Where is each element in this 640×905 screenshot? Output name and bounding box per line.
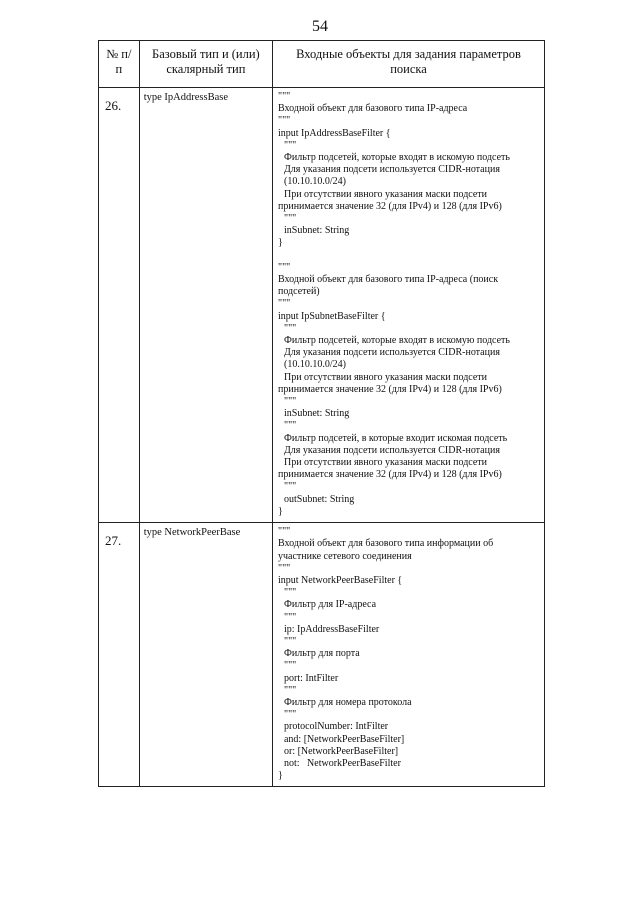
code-line: """	[283, 611, 297, 623]
code-line: """	[283, 396, 297, 408]
code-line: """	[283, 587, 297, 599]
header-num: № п/п	[99, 41, 140, 88]
code-line: """	[277, 526, 291, 538]
code-line: Входной объект для базового типа IP-адреса	[277, 103, 468, 115]
search-parameters-table	[98, 40, 545, 787]
code-line: """	[277, 91, 291, 102]
code-line: участнике сетевого соединения	[277, 550, 412, 562]
code-line: inSubnet: String	[283, 408, 350, 420]
code-line: """	[277, 562, 291, 574]
code-line: or: [NetworkPeerBaseFilter]	[283, 745, 399, 757]
code-line: Для указания подсети используется CIDR-нотация	[283, 164, 500, 176]
row-base-type: type NetworkPeerBase	[139, 523, 272, 787]
header-type: Базовый тип и (или) скалярный тип	[139, 41, 272, 88]
code-line: принимается значение 32 (для IPv4) и 128 (для IPv6)	[277, 200, 502, 212]
code-line: """	[283, 635, 297, 647]
code-line: Входной объект для базового типа информации об	[277, 538, 494, 550]
code-line: Фильтр подсетей, которые входят в искомую подсеть	[283, 335, 510, 347]
row-number: 27.	[99, 523, 140, 787]
table-header-row	[99, 41, 545, 88]
code-line: подсетей)	[277, 286, 320, 298]
code-line: """	[283, 322, 297, 334]
code-line: Фильтр подсетей, в которые входит искомая подсеть	[283, 432, 508, 444]
code-line: """	[277, 298, 291, 310]
code-line: outSubnet: String	[283, 493, 355, 505]
code-line: Фильтр подсетей, которые входят в искомую подсеть	[283, 152, 510, 164]
code-line: """	[283, 709, 297, 721]
code-line: принимается значение 32 (для IPv4) и 128 (для IPv6)	[277, 469, 502, 481]
code-line: Для указания подсети используется CIDR-нотация	[283, 444, 500, 456]
code-line: and: [NetworkPeerBaseFilter]	[283, 733, 405, 745]
code-line: """	[283, 684, 297, 696]
code-line: inSubnet: String	[283, 225, 350, 237]
code-line: (10.10.10.0/24)	[283, 359, 346, 371]
code-line: input IpSubnetBaseFilter {	[277, 310, 386, 322]
code-line: """	[283, 420, 297, 432]
code-line: При отсутствии явного указания маски подсети	[283, 188, 488, 200]
code-line: Фильтр для порта	[283, 648, 360, 660]
row-input-objects	[272, 523, 544, 787]
code-line: input IpAddressBaseFilter {	[277, 127, 391, 139]
code-line: protocolNumber: IntFilter	[283, 721, 389, 733]
code-line: """	[277, 115, 291, 127]
row-number: 26.	[99, 88, 140, 523]
code-line: """	[283, 213, 297, 225]
code-line: """	[283, 139, 297, 151]
code-line: При отсутствии явного указания маски подсети	[283, 371, 488, 383]
code-line: При отсутствии явного указания маски подсети	[283, 457, 488, 469]
code-line: Для указания подсети используется CIDR-нотация	[283, 347, 500, 359]
code-line: }	[277, 770, 283, 782]
row-input-objects	[272, 88, 544, 523]
table-row	[99, 523, 545, 787]
code-line: """	[283, 481, 297, 493]
code-line: Фильтр для номера протокола	[283, 696, 412, 708]
code-line: not: NetworkPeerBaseFilter	[283, 757, 401, 769]
code-line: }	[277, 237, 283, 249]
page-number: 54	[312, 18, 328, 35]
code-line: input NetworkPeerBaseFilter {	[277, 574, 403, 586]
code-line: ip: IpAddressBaseFilter	[283, 623, 380, 635]
code-line: (10.10.10.0/24)	[283, 176, 346, 188]
code-line: }	[277, 505, 283, 517]
code-line: """	[277, 261, 291, 273]
row-base-type: type IpAddressBase	[139, 88, 272, 523]
code-line: Входной объект для базового типа IP-адреса (поиск	[277, 274, 499, 286]
code-line: """	[283, 660, 297, 672]
table-row	[99, 88, 545, 523]
header-objects: Входные объекты для задания параметров поиска	[272, 41, 544, 88]
code-line: принимается значение 32 (для IPv4) и 128 (для IPv6)	[277, 383, 502, 395]
code-line: port: IntFilter	[283, 672, 339, 684]
code-line: Фильтр для IP-адреса	[283, 599, 377, 611]
code-line	[278, 250, 540, 262]
